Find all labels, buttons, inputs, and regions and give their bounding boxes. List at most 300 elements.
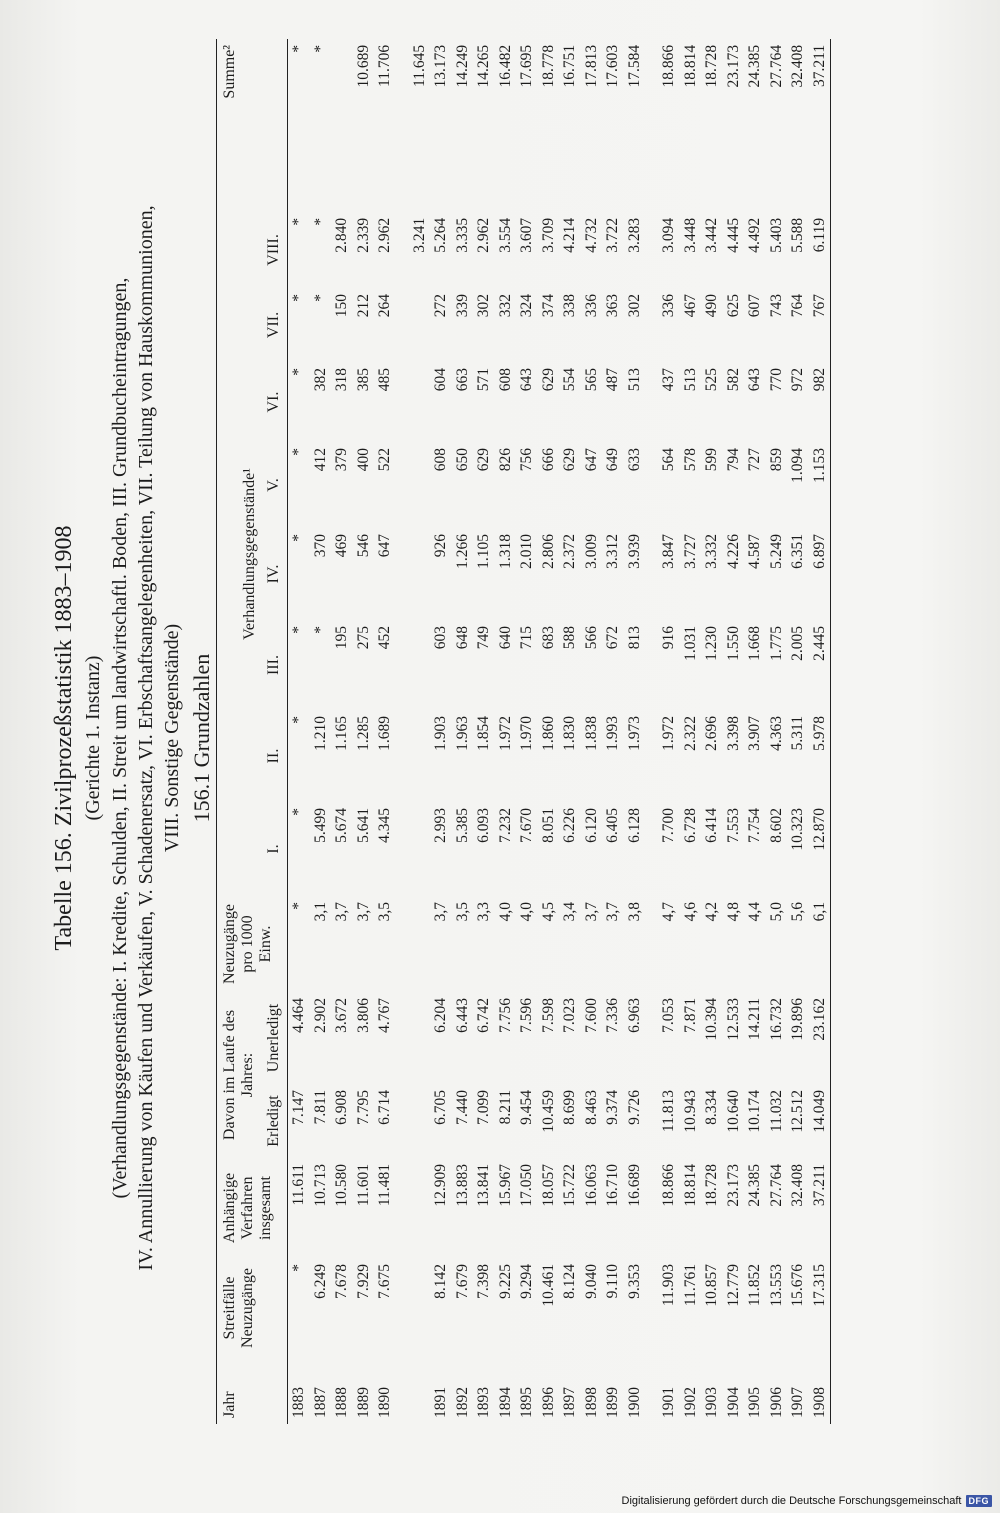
value-cell: 10.689 [354, 44, 372, 88]
value-cell: 14.211 [746, 998, 763, 1041]
value-cell: 7.678 [333, 1264, 350, 1299]
year-cell: 1889 [354, 1387, 372, 1418]
value-cell: 672 [604, 626, 621, 650]
value-cell: 1.689 [376, 716, 393, 751]
value-cell: 6.128 [625, 808, 643, 843]
value-cell: 11.852 [746, 1264, 763, 1307]
value-cell: 1.993 [604, 716, 621, 751]
value-cell: * [290, 368, 307, 376]
value-cell: 16.482 [496, 44, 514, 88]
value-cell: 3,7 [333, 902, 350, 922]
value-cell: 640 [496, 626, 514, 650]
value-cell: 770 [767, 368, 785, 392]
value-cell [409, 896, 431, 992]
value-cell: 12.779 [724, 1264, 742, 1307]
table-row [310, 39, 332, 1424]
year-cell: 1890 [376, 1387, 393, 1418]
value-cell [409, 528, 431, 620]
value-cell: 469 [333, 534, 350, 558]
value-cell: 27.764 [767, 44, 785, 88]
value-cell: 1.153 [809, 442, 831, 528]
value-cell: 8.699 [561, 1090, 578, 1125]
table-row [680, 39, 702, 1424]
value-cell: 3,3 [475, 902, 492, 922]
value-cell [409, 710, 431, 802]
value-cell: 12.870 [809, 802, 831, 896]
value-cell: 7.679 [453, 1264, 471, 1299]
value-cell: 5.674 [333, 808, 350, 843]
value-cell: 14.049 [809, 1084, 831, 1158]
value-cell: 9.374 [604, 1090, 621, 1125]
table-row [409, 39, 431, 1424]
value-cell: * [290, 448, 307, 456]
table-row [602, 39, 624, 1424]
value-cell: 5.978 [809, 710, 831, 802]
value-cell: 4.492 [746, 217, 763, 253]
value-cell: 3.332 [703, 534, 720, 569]
value-cell: 467 [681, 294, 699, 318]
value-cell: 6.351 [789, 534, 806, 569]
value-cell: 1.860 [539, 716, 557, 751]
value-cell: 16.751 [561, 44, 578, 88]
value-cell: 2.372 [561, 534, 578, 569]
value-cell: 1.285 [354, 716, 372, 751]
subjects-line-3: VIII. Sonstige Gegenstände) [161, 623, 183, 853]
value-cell: 564 [660, 448, 677, 472]
value-cell: 17.315 [809, 1258, 831, 1358]
value-cell: 5.249 [767, 534, 785, 569]
value-cell: 412 [311, 448, 329, 472]
value-cell: 7.929 [354, 1264, 372, 1299]
year-cell: 1899 [604, 1387, 621, 1418]
value-cell: 12.533 [724, 998, 742, 1041]
value-cell: 6.705 [432, 1090, 449, 1125]
value-cell: 3.312 [604, 534, 621, 569]
table-row [538, 39, 560, 1424]
value-cell: * [290, 1264, 307, 1272]
value-cell: 647 [582, 448, 600, 472]
value-cell: 23.173 [724, 44, 742, 88]
value-cell: * [311, 217, 329, 226]
value-cell: 749 [475, 626, 492, 650]
table-row [430, 39, 452, 1424]
table-row [495, 39, 517, 1424]
value-cell: 370 [311, 534, 329, 558]
value-cell: 756 [518, 448, 535, 472]
value-cell: 6.405 [604, 808, 621, 843]
col-erledigt: Erledigt [263, 1084, 288, 1158]
year-cell: 1901 [660, 1387, 677, 1418]
year-cell: 1903 [703, 1387, 720, 1418]
value-cell: 8.051 [539, 808, 557, 843]
value-cell: 663 [453, 368, 471, 392]
col-viii: VIII. [263, 212, 288, 288]
value-cell: 5.641 [354, 808, 372, 843]
value-cell: 18.057 [539, 1164, 557, 1207]
spacer-cell [645, 39, 658, 1424]
value-cell: 5,6 [789, 902, 806, 922]
table-row [516, 39, 538, 1424]
value-cell: 1.963 [453, 716, 471, 751]
value-cell: 2.322 [681, 716, 699, 751]
value-cell: 666 [539, 448, 557, 472]
value-cell: 17.584 [625, 44, 643, 88]
value-cell: 604 [432, 368, 449, 392]
value-cell: 385 [354, 368, 372, 392]
value-cell [409, 442, 431, 528]
value-cell: 7.795 [354, 1090, 372, 1125]
col-vi: VI. [263, 362, 288, 442]
value-cell: 578 [681, 448, 699, 472]
value-cell: 3.672 [333, 998, 350, 1033]
value-cell: 302 [625, 294, 643, 318]
value-cell: 7.053 [660, 998, 677, 1033]
value-cell: 764 [789, 294, 806, 318]
table-row [744, 39, 766, 1424]
value-cell: 3.009 [582, 534, 600, 569]
value-cell: 437 [660, 368, 677, 392]
year-cell [409, 1358, 431, 1424]
value-cell: 7.023 [561, 998, 578, 1033]
col-iv: IV. [263, 528, 288, 620]
value-cell: 608 [496, 368, 514, 392]
col-vii: VII. [263, 288, 288, 362]
value-cell: 10.943 [681, 1090, 699, 1133]
value-cell: 3,8 [625, 902, 643, 922]
value-cell: 6.714 [376, 1090, 393, 1125]
value-cell: 743 [767, 294, 785, 318]
value-cell: 4.732 [582, 217, 600, 253]
table-row [374, 39, 396, 1424]
value-cell: 826 [496, 448, 514, 472]
value-cell: 4.345 [376, 808, 393, 843]
value-cell: 5.499 [311, 808, 329, 843]
value-cell: 24.385 [746, 44, 763, 88]
value-cell: 727 [746, 448, 763, 472]
table-row [787, 39, 809, 1424]
value-cell: 374 [539, 294, 557, 318]
value-cell: 9.110 [604, 1264, 621, 1299]
table-row [766, 39, 788, 1424]
year-cell: 1898 [582, 1387, 600, 1418]
value-cell: 1.165 [333, 716, 350, 751]
statistics-table [216, 39, 831, 1424]
value-cell: 1.031 [681, 626, 699, 661]
row-spacer [645, 39, 658, 1424]
table-row [723, 39, 745, 1424]
value-cell: 546 [354, 534, 372, 558]
value-cell: 3.241 [410, 217, 428, 253]
table-row [809, 39, 831, 1424]
value-cell: 16.063 [582, 1164, 600, 1207]
value-cell: 1.972 [496, 716, 514, 751]
value-cell: 1.973 [625, 716, 643, 751]
value-cell: 5.403 [767, 217, 785, 253]
value-cell: 649 [604, 448, 621, 472]
value-cell: 633 [625, 448, 643, 472]
value-cell: 1.854 [475, 716, 492, 751]
value-cell: * [311, 294, 329, 302]
value-cell: 4.226 [724, 534, 742, 569]
value-cell: 324 [518, 294, 535, 318]
value-cell: 4.445 [724, 217, 742, 253]
value-cell: 3.448 [681, 217, 699, 253]
year-cell: 1893 [475, 1387, 492, 1418]
footer-text: Digitalisierung gefördert durch die Deutsche Forschungsgemeinschaft [621, 1495, 962, 1507]
value-cell: 4,7 [660, 902, 677, 922]
value-cell: 18.866 [660, 44, 677, 88]
value-cell: 2.445 [809, 620, 831, 710]
value-cell: 607 [746, 294, 763, 318]
col-iii: III. [263, 620, 288, 710]
value-cell: 11.611 [290, 1164, 307, 1206]
value-cell: 972 [789, 368, 806, 392]
value-cell: 212 [354, 294, 372, 318]
value-cell: 7.398 [475, 1264, 492, 1299]
spacer-cell [396, 39, 409, 1424]
value-cell: 18.814 [681, 44, 699, 88]
value-cell: 3.907 [746, 716, 763, 751]
value-cell: 7.596 [518, 998, 535, 1033]
value-cell: 2.962 [376, 217, 393, 253]
value-cell: 6.443 [453, 998, 471, 1033]
value-cell: 1.550 [724, 626, 742, 661]
value-cell: 794 [724, 448, 742, 472]
value-cell: 10.323 [789, 808, 806, 851]
value-cell: 4,5 [539, 902, 557, 922]
year-cell: 1883 [290, 1387, 307, 1418]
value-cell: 10.459 [539, 1090, 557, 1133]
value-cell: 603 [432, 626, 449, 650]
value-cell: 4,4 [746, 902, 763, 922]
year-cell: 1896 [539, 1387, 557, 1418]
value-cell: 4.363 [767, 716, 785, 751]
value-cell: * [290, 626, 307, 634]
value-cell: 1.230 [703, 626, 720, 661]
value-cell: 7.553 [724, 808, 742, 843]
value-cell: 318 [333, 368, 350, 392]
value-cell: 11.903 [660, 1264, 677, 1307]
value-cell: 3.847 [660, 534, 677, 569]
table-title: Tabelle 156. Zivilprozeßstatistik 1883–1908 [51, 525, 77, 951]
value-cell: 3.709 [539, 217, 557, 253]
value-cell: 7.811 [311, 1090, 329, 1125]
value-cell: 1.668 [746, 626, 763, 661]
value-cell: 588 [561, 626, 578, 650]
value-cell [409, 1084, 431, 1158]
value-cell: * [311, 44, 329, 53]
value-cell: 1.830 [561, 716, 578, 751]
value-cell: 7.147 [290, 1090, 307, 1125]
value-cell: 629 [561, 448, 578, 472]
table-body [288, 39, 831, 1424]
value-cell: 513 [625, 368, 643, 392]
value-cell: 23.162 [809, 992, 831, 1084]
value-cell [331, 39, 353, 212]
value-cell: * [290, 808, 307, 816]
value-cell [409, 802, 431, 896]
year-cell: 1906 [767, 1387, 785, 1418]
table-row [581, 39, 603, 1424]
value-cell: 11.645 [410, 44, 428, 87]
value-cell: 4,2 [703, 902, 720, 922]
value-cell [409, 1258, 431, 1358]
value-cell: 3.398 [724, 716, 742, 751]
value-cell: 3,7 [432, 902, 449, 922]
value-cell: 6.120 [582, 808, 600, 843]
year-cell: 1908 [809, 1358, 831, 1424]
value-cell: 7.440 [453, 1090, 471, 1125]
value-cell: 8.463 [582, 1090, 600, 1125]
rotated-content [20, 18, 980, 1458]
value-cell: 487 [604, 368, 621, 392]
value-cell: 6.249 [311, 1264, 329, 1299]
value-cell: 7.336 [604, 998, 621, 1033]
value-cell: 5.385 [453, 808, 471, 843]
value-cell: 23.173 [724, 1164, 742, 1207]
value-cell: 715 [518, 626, 535, 650]
col-davon: Davon im Laufe des Jahres: [217, 992, 264, 1158]
value-cell: 8.602 [767, 808, 785, 843]
value-cell: 5,0 [767, 902, 785, 922]
value-cell: 302 [475, 294, 492, 318]
value-cell: 2.962 [475, 217, 492, 253]
footer-credit [622, 1495, 992, 1507]
value-cell [409, 992, 431, 1084]
value-cell: 3,5 [453, 902, 471, 922]
value-cell: 6.742 [475, 998, 492, 1033]
value-cell: 17.695 [518, 44, 535, 88]
value-cell: 3.283 [625, 217, 643, 253]
value-cell: 2.010 [518, 534, 535, 569]
value-cell: 18.728 [703, 44, 720, 88]
col-v: V. [263, 442, 288, 528]
value-cell: 767 [809, 288, 831, 362]
table-row [701, 39, 723, 1424]
value-cell: * [311, 626, 329, 634]
value-cell: 195 [333, 626, 350, 650]
value-cell: 648 [453, 626, 471, 650]
value-cell: 15.967 [496, 1164, 514, 1207]
value-cell: 336 [582, 294, 600, 318]
value-cell [409, 288, 431, 362]
value-cell: 6.908 [333, 1090, 350, 1125]
value-cell: 643 [746, 368, 763, 392]
value-cell: 4.767 [376, 998, 393, 1033]
value-cell: 1.318 [496, 534, 514, 569]
value-cell: 272 [432, 294, 449, 318]
value-cell: 18.814 [681, 1164, 699, 1207]
value-cell: 150 [333, 294, 350, 318]
value-cell: 16.710 [604, 1164, 621, 1207]
value-cell: 332 [496, 294, 514, 318]
value-cell: 522 [376, 448, 393, 472]
value-cell: 926 [432, 534, 449, 558]
year-cell: 1887 [311, 1387, 329, 1418]
value-cell: 15.676 [789, 1264, 806, 1307]
value-cell: 275 [354, 626, 372, 650]
value-cell: * [290, 44, 307, 53]
value-cell: 4.214 [561, 217, 578, 253]
value-cell: 10.640 [724, 1090, 742, 1133]
value-cell: 18.728 [703, 1164, 720, 1207]
value-cell: 32.408 [789, 1164, 806, 1207]
value-cell: * [290, 294, 307, 302]
value-cell: 629 [475, 448, 492, 472]
value-cell [409, 620, 431, 710]
value-cell: 582 [724, 368, 742, 392]
value-cell: 11.601 [354, 1164, 372, 1207]
value-cell: 11.481 [376, 1164, 393, 1207]
year-cell: 1900 [625, 1387, 643, 1418]
value-cell: 6.204 [432, 998, 449, 1033]
table-row [353, 39, 375, 1424]
year-cell: 1894 [496, 1387, 514, 1418]
value-cell: 6.226 [561, 808, 578, 843]
value-cell: 4,0 [518, 902, 535, 922]
subjects-line-1: (Verhandlungsgegenstände: I. Kredite, Schulden, II. Streit um landwirtschaftl. Boden, III. Grundbucheintragungen, [109, 277, 131, 1199]
value-cell: 6,1 [809, 896, 831, 992]
value-cell: 18.778 [539, 44, 557, 88]
value-cell: 1.210 [311, 716, 329, 751]
value-cell: 17.050 [518, 1164, 535, 1207]
value-cell: 7.670 [518, 808, 535, 843]
value-cell: 7.756 [496, 998, 514, 1033]
value-cell: 379 [333, 448, 350, 472]
value-cell: 2.696 [703, 716, 720, 751]
value-cell: 3,1 [311, 902, 329, 922]
value-cell: 485 [376, 368, 393, 392]
value-cell: 19.896 [789, 998, 806, 1041]
value-cell: 599 [703, 448, 720, 472]
value-cell: 7.600 [582, 998, 600, 1033]
value-cell: 37.211 [809, 1158, 831, 1258]
year-cell: 1905 [746, 1387, 763, 1418]
subjects-line-2: IV. Annullierung von Käufen und Verkäufen, V. Schadenersatz, VI. Erbschaftsangelegenheiten, VII. Teilung von Hauskommunionen, [135, 205, 157, 1271]
value-cell: 264 [376, 294, 393, 318]
value-cell: 2.339 [354, 217, 372, 253]
value-cell: 37.211 [809, 39, 831, 212]
col-unerledigt: Unerledigt [263, 992, 288, 1084]
value-cell: 13.883 [453, 1164, 471, 1207]
value-cell: 16.732 [767, 998, 785, 1041]
value-cell: 650 [453, 448, 471, 472]
value-cell: 3.806 [354, 998, 372, 1033]
value-cell: 7.675 [376, 1264, 393, 1299]
value-cell: 565 [582, 368, 600, 392]
value-cell: 916 [660, 626, 677, 650]
value-cell: 3,4 [561, 902, 578, 922]
value-cell: 4,6 [681, 902, 699, 922]
value-cell: 13.553 [767, 1264, 785, 1307]
value-cell: 13.841 [475, 1164, 492, 1207]
value-cell: 4,8 [724, 902, 742, 922]
value-cell: 400 [354, 448, 372, 472]
value-cell: 490 [703, 294, 720, 318]
value-cell [409, 1158, 431, 1258]
table-row [624, 39, 646, 1424]
col-summe: Summe² [217, 39, 288, 212]
table-row [658, 39, 680, 1424]
value-cell: 513 [681, 368, 699, 392]
value-cell: 2.005 [789, 626, 806, 661]
value-cell: 3,7 [582, 902, 600, 922]
value-cell: 1.775 [767, 626, 785, 661]
value-cell: 7.700 [660, 808, 677, 843]
value-cell [409, 362, 431, 442]
year-cell: 1895 [518, 1387, 535, 1418]
value-cell: 6.728 [681, 808, 699, 843]
